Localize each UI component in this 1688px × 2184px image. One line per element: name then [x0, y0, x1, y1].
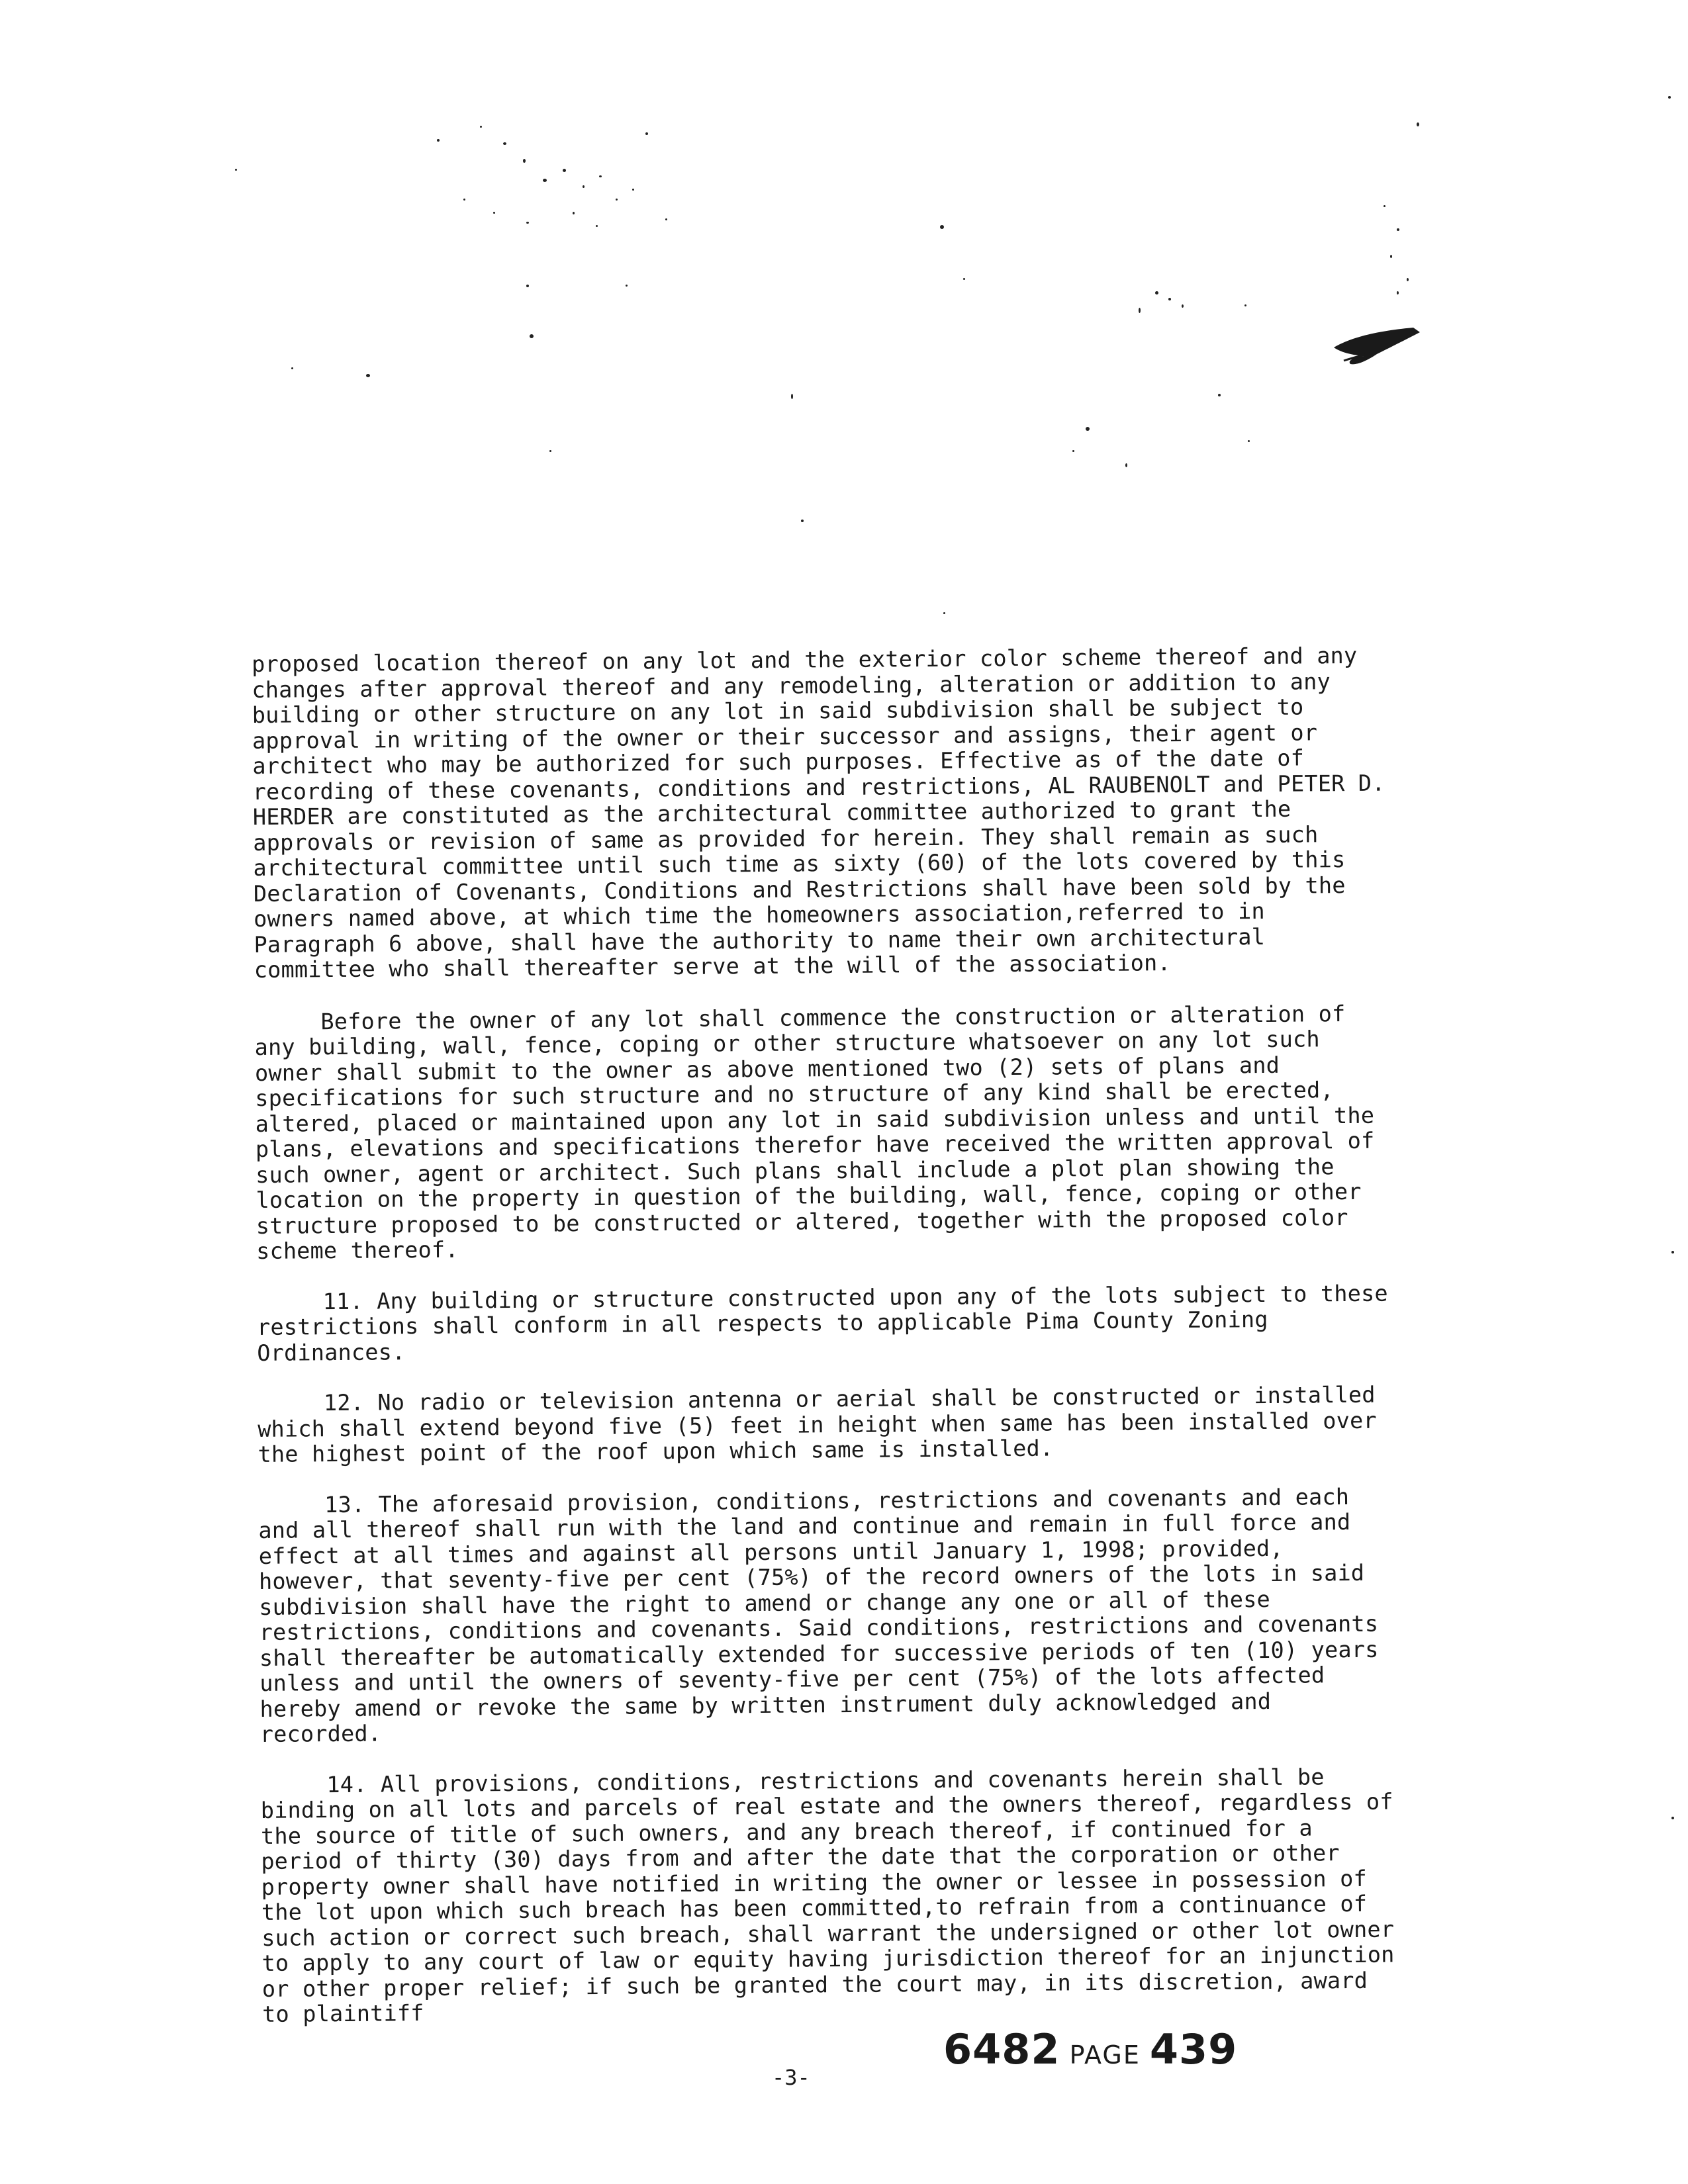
paragraph-continued: proposed location thereof on any lot and the exterior color scheme thereof and any changes after approval thereof and any remodeling, alteration or addition to any building or other structure on any lot in said subdivision shall be subject to approval in writing of the owner or their successor and assigns, their agent or architect who may be authorized for such purposes. Effective as of the date of recording of these covenants, conditions and restrictions, AL RAUBENOLT and PETER D. HERDER are constituted as the architectural committee authorized to grant the approvals or revision of same as provided for herein. They shall remain as such architectural committee until such time as sixty (60) of the lots covered by this Declaration of Covenants, Conditions and Restrictions shall have been sold by the owners named above, at which time the homeowners association,referred to in Paragraph 6 above, shall have the authority to name their own architectural committee who shall thereafter serve at the will of the association.	[251, 642, 1385, 983]
paragraph-12-text: 12. No radio or television antenna or aerial shall be constructed or installed which shall extend beyond five (5) feet in height when same has been installed over the highest point of the roof upon which same is installed.	[258, 1381, 1377, 1467]
paragraph-13	[258, 1484, 1399, 1747]
page-number: -3-	[772, 2065, 810, 2090]
recording-stamp	[943, 2025, 1237, 2073]
paragraph-14	[260, 1764, 1401, 2027]
ink-smudge	[1331, 324, 1423, 371]
paragraph-14-text: 14. All provisions, conditions, restrictions and covenants herein shall be binding on all lots and parcels of real estate and the owners thereof, regardless of the source of title of such owners, and any breach thereof, if continued for a period of thirty (30) days from and after the date that the corporation or other property owner shall have notified in writing the owner or lessee in possession of the lot upon which such breach has been committed,to refrain from a continuance of such action or correct such breach, shall warrant the undersigned or other lot owner to apply to any court of law or equity having jurisdiction thereof for an injunction or other proper relief; if such be granted the court may, in its discretion, award to plaintiff	[260, 1763, 1395, 2027]
paragraph-plans-approval-text: Before the owner of any lot shall commence the construction or alteration of any building, wall, fence, coping or other structure whatsoever on any lot such owner shall submit to the owner as above mentioned two (2) sets of plans and specifications for such structure and no structure of any kind shall be erected, altered, placed or maintained upon any lot in said subdivision unless and until the plans, elevations and specifications therefor have received the written approval of such owner, agent or architect. Such plans shall include a plot plan showing the location on the property in question of the building, wall, fence, coping or other structure proposed to be constructed or altered, together with the proposed color scheme thereof.	[254, 1000, 1375, 1264]
document-body	[252, 643, 1401, 2052]
paragraph-11-text: 11. Any building or structure constructed upon any of the lots subject to these restrictions shall conform in all respects to applicable Pima County Zoning Ordinances.	[256, 1280, 1388, 1366]
paragraph-13-text: 13. The aforesaid provision, conditions, restrictions and covenants and each and all thereof shall run with the land and continue and remain in full force and effect at all times and against all persons until January 1, 1998; provided, however, that seventy-five per cent (75%) of the record owners of the lots in said subdivision shall have the right to amend or change any one or all of these restrictions, conditions and covenants. Said conditions, restrictions and covenants shall thereafter be automatically extended for successive periods of ten (10) years unless and until the owners of seventy-five per cent (75%) of the lots affected hereby amend or revoke the same by written instrument duly acknowledged and recorded.	[258, 1483, 1379, 1747]
recording-page-label: PAGE	[1069, 2040, 1141, 2070]
paragraph-12	[258, 1382, 1397, 1467]
recording-book-number: 6482	[943, 2025, 1060, 2073]
paragraph-11	[257, 1281, 1396, 1366]
recording-page-number: 439	[1149, 2025, 1238, 2073]
paragraph-plans-approval	[254, 1001, 1395, 1264]
